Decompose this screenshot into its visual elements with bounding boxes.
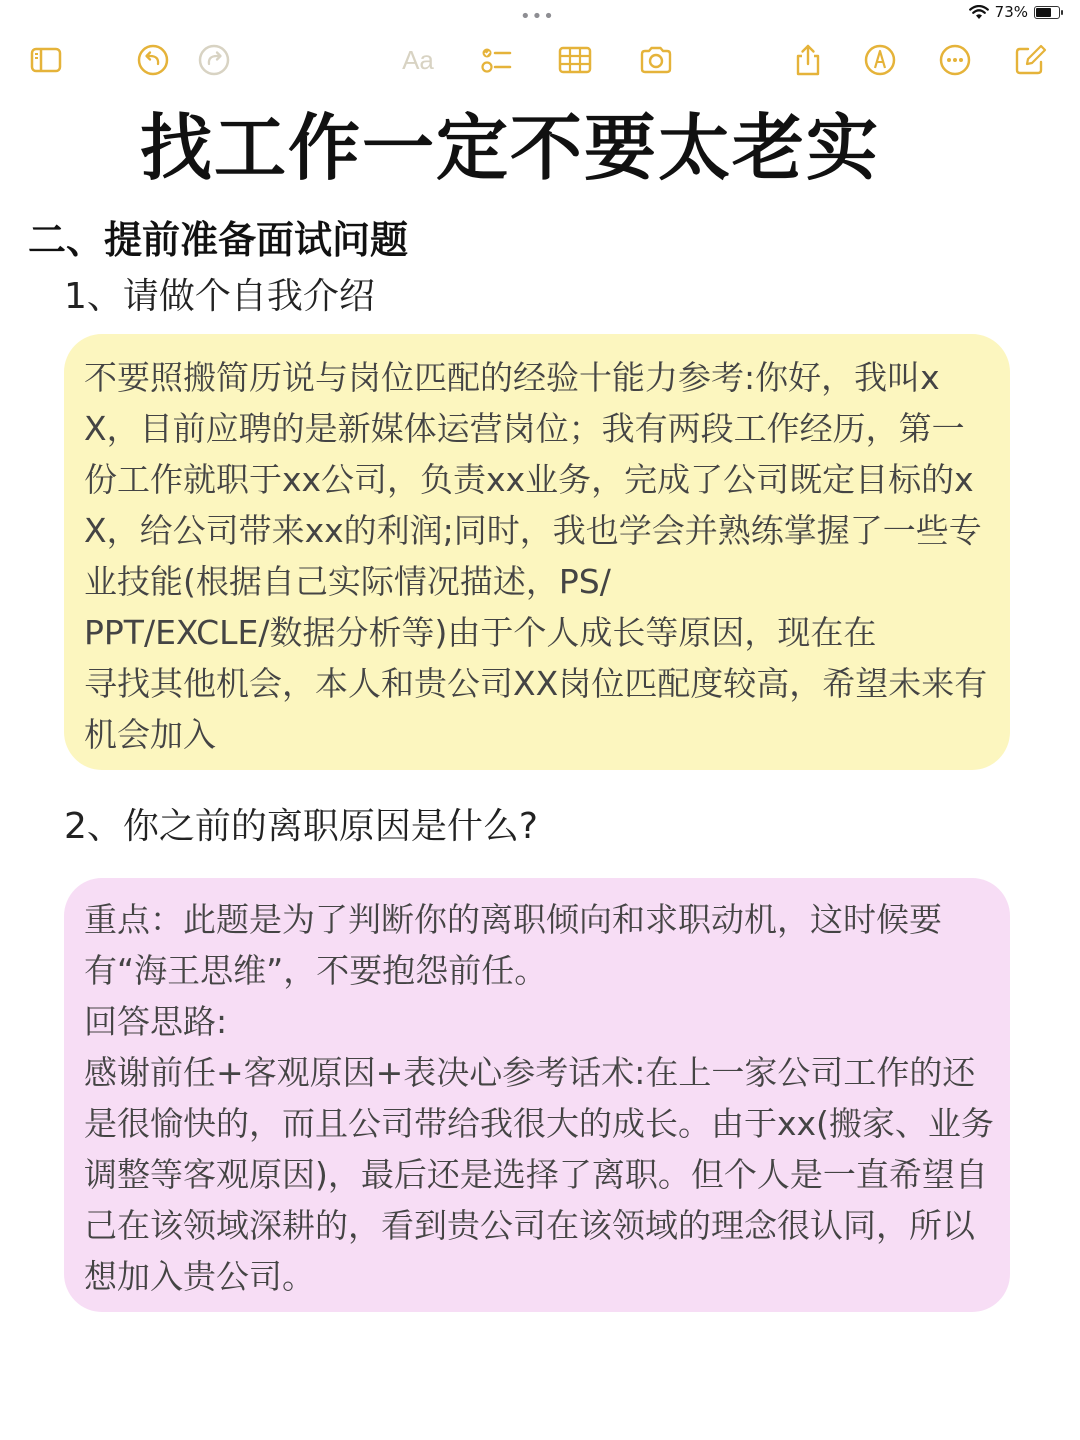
- compose-icon: [1012, 42, 1048, 78]
- battery-icon: [1034, 6, 1060, 19]
- camera-icon: [638, 42, 674, 78]
- more-options-button[interactable]: [933, 38, 977, 82]
- sidebar-icon: [28, 42, 64, 78]
- notes-toolbar: [0, 38, 1080, 84]
- ellipsis-icon: [937, 42, 973, 78]
- multitasking-dots[interactable]: •••: [520, 6, 555, 27]
- battery-level-fill: [1036, 8, 1051, 17]
- question-1[interactable]: 1、请做个自我介绍: [64, 276, 375, 317]
- checklist-button[interactable]: [474, 38, 518, 82]
- battery-percent: 73%: [994, 3, 1028, 21]
- undo-button[interactable]: [131, 38, 175, 82]
- table-icon: [557, 42, 593, 78]
- answer-1-text[interactable]: 不要照搬简历说与岗位匹配的经验十能力参考:你好，我叫xX，目前应聘的是新媒体运营岗位；我有两段工作经历，第一份工作就职于xx公司，负责xx业务，完成了公司既定目标的xX，给公司带来xx的利润;同时，我也学会并熟练掌握了一些专业技能(根据自己实际情况描述，PS/ PPT/EXCLE/数据分析等)由于个人成长等原因，现在在 寻找其他机会，本人和贵公司XX岗位匹配度较高，希望未来有机会加入: [84, 358, 988, 754]
- answer-1-highlight-block[interactable]: [64, 334, 1010, 770]
- camera-button[interactable]: [634, 38, 678, 82]
- markup-pen-icon: [862, 42, 898, 78]
- new-note-button[interactable]: [1008, 38, 1052, 82]
- note-title[interactable]: 找工作一定不要太老实: [139, 106, 880, 190]
- status-bar: [0, 0, 1080, 30]
- redo-button[interactable]: [192, 38, 236, 82]
- wifi-icon: [969, 5, 989, 20]
- answer-2-highlight-block[interactable]: [64, 878, 1010, 1312]
- share-icon: [790, 42, 826, 78]
- answer-2-text[interactable]: 重点：此题是为了判断你的离职倾向和求职动机，这时候要有“海王思维”，不要抱怨前任。 回答思路: 感谢前任+客观原因+表决心参考话术:在上一家公司工作的还是很愉快的，而且公司带给我很大的成长。由于xx(搬家、业务调整等客观原因)，最后还是选择了离职。但个人是一直希望自己在该领域深耕的，看到贵公司在该领域的理念很认同，所以想加入贵公司。: [84, 900, 994, 1296]
- checklist-icon: [478, 42, 514, 78]
- markup-button[interactable]: [858, 38, 902, 82]
- share-button[interactable]: [786, 38, 830, 82]
- status-right: [969, 3, 1060, 21]
- section-heading[interactable]: 二、提前准备面试问题: [28, 218, 409, 262]
- redo-icon: [196, 42, 232, 78]
- table-button[interactable]: [553, 38, 597, 82]
- question-2[interactable]: 2、你之前的离职原因是什么?: [64, 806, 539, 847]
- undo-icon: [135, 42, 171, 78]
- text-format-button[interactable]: Aa: [402, 44, 434, 75]
- sidebar-toggle-button[interactable]: [24, 38, 68, 82]
